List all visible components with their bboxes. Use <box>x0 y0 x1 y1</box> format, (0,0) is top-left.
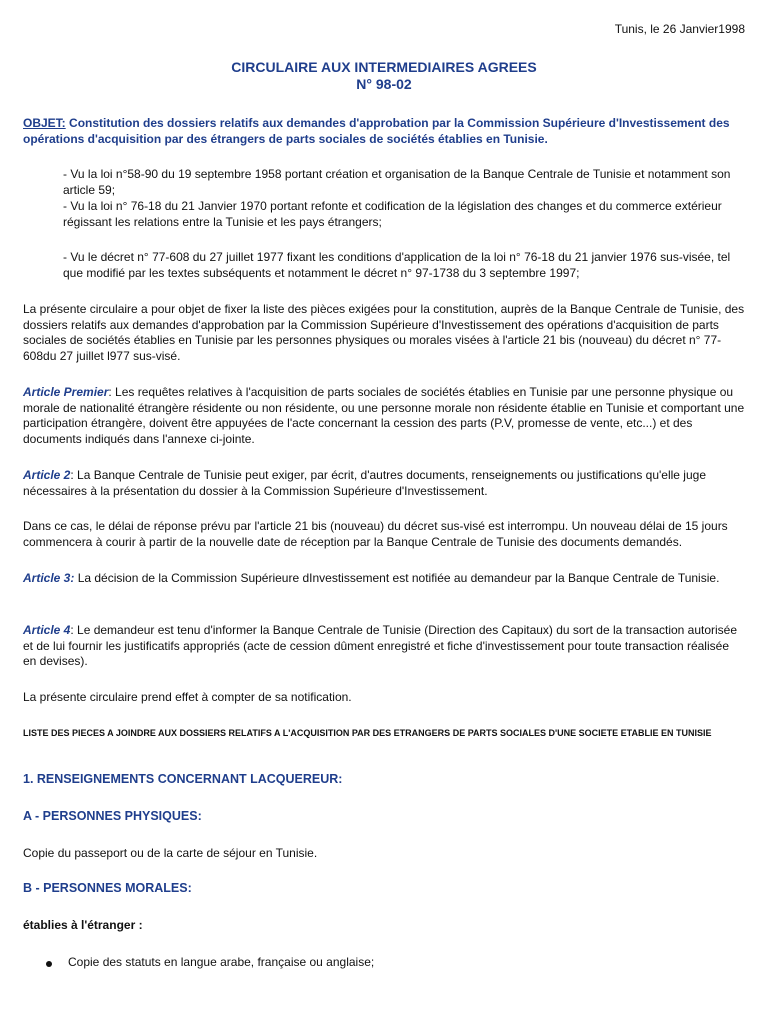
sub-b-heading: B - PERSONNES MORALES: <box>23 881 192 895</box>
document-page <box>23 0 745 1024</box>
list-item-text: Copie des statuts en langue arabe, française ou anglaise; <box>68 955 375 969</box>
article-3-label: Article 3: <box>23 571 75 585</box>
article-3 <box>23 571 745 587</box>
article-4 <box>23 623 745 670</box>
article-4-label: Article 4 <box>23 623 71 637</box>
article-2 <box>23 468 745 499</box>
annex-list-title: LISTE DES PIECES A JOINDRE AUX DOSSIERS RELATIFS A L'ACQUISITION PAR DES ETRANGERS DE PARTS SOCIALES D'UNE SOCIETE ETABLIE EN TUNISIE <box>23 728 712 738</box>
document-title <box>23 59 745 93</box>
article-2-label: Article 2 <box>23 468 71 482</box>
title-line-1: CIRCULAIRE AUX INTERMEDIAIRES AGREES <box>231 59 537 75</box>
article-3-text: La décision de la Commission Supérieure dInvestissement est notifiée au demandeur par la Banque Centrale de Tunisie. <box>74 571 720 585</box>
visa-3: - Vu le décret n° 77-608 du 27 juillet 1977 fixant les conditions d'application de la loi n° 76-18 du 21 janvier 1976 sus-visée, tel que modifié par les textes subséquents et notamment le décret n° 97-1738 du 3 septembre 1997; <box>63 250 731 280</box>
sub-b-subheading: établies à l'étranger : <box>23 918 143 932</box>
visa-2: - Vu la loi n° 76-18 du 21 Janvier 1970 portant refonte et codification de la législation des changes et du commerce extérieur régissant les relations entre la Tunisie et les pays étrangers; <box>63 199 722 229</box>
title-line-2: N° 98-02 <box>356 76 412 92</box>
article-4-text: : Le demandeur est tenu d'informer la Banque Centrale de Tunisie (Direction des Capitaux) du sort de la transaction autorisée et de lui fournir les justificatifs appropriés (acte de cession dûment enregistré et fiche d'investissement pour toute transaction réalisée en devises). <box>23 623 738 668</box>
article-2-continuation: Dans ce cas, le délai de réponse prévu par l'article 21 bis (nouveau) du décret sus-visé est interrompu. Un nouveau délai de 15 jours commencera à courir à partir de la nouvelle date de réception par la Banque Centrale de Tunisie des documents demandés. <box>23 519 728 549</box>
objet-label: OBJET: <box>23 116 66 130</box>
sub-a-text: Copie du passeport ou de la carte de séjour en Tunisie. <box>23 846 318 860</box>
article-2-text: : La Banque Centrale de Tunisie peut exiger, par écrit, d'autres documents, renseignements ou justifications qu'elle juge nécessaires à la présentation du dossier à la Commission Supérieure d'Investissement. <box>23 468 706 498</box>
objet-paragraph <box>23 116 745 147</box>
visa-1: - Vu la loi n°58-90 du 19 septembre 1958 portant création et organisation de la Banque Centrale de Tunisie et notamment son article 59; <box>63 167 731 197</box>
effect-paragraph: La présente circulaire prend effet à compter de sa notification. <box>23 690 352 704</box>
article-1 <box>23 385 745 447</box>
article-1-label: Article Premier <box>23 385 109 399</box>
document-date: Tunis, le 26 Janvier1998 <box>614 22 745 36</box>
bullet-icon <box>46 961 52 967</box>
article-1-text: : Les requêtes relatives à l'acquisition de parts sociales de sociétés établies en Tunisie par une personne physique ou morale de nationalité étrangère résidente ou non résidente, ou une personne morale non résidente établie en Tunisie et comportant une participation étrangère, doivent être appuyées de l'acte concernant la cession des parts (P.V, promesse de vente, etc...) et des documents indiqués dans l'annexe ci-jointe. <box>23 385 745 446</box>
section-1-heading: 1. RENSEIGNEMENTS CONCERNANT LACQUEREUR: <box>23 772 343 786</box>
intro-paragraph: La présente circulaire a pour objet de fixer la liste des pièces exigées pour la constitution, auprès de la Banque Centrale de Tunisie, des dossiers relatifs aux demandes d'approbation par la Commission Supérieure d'Investissement des opérations d'acquisition de parts sociales de sociétés établies en Tunisie par les personnes physiques ou morales visées à l'article 21 bis (nouveau) du décret n° 77-608du 27 juillet l977 sus-visé. <box>23 302 745 363</box>
objet-text: Constitution des dossiers relatifs aux demandes d'approbation par la Commission Supérieure d'Investissement des opérations d'acquisition par des étrangers de parts sociales de sociétés établies en Tunisie. <box>23 116 730 146</box>
sub-a-heading: A - PERSONNES PHYSIQUES: <box>23 809 202 823</box>
